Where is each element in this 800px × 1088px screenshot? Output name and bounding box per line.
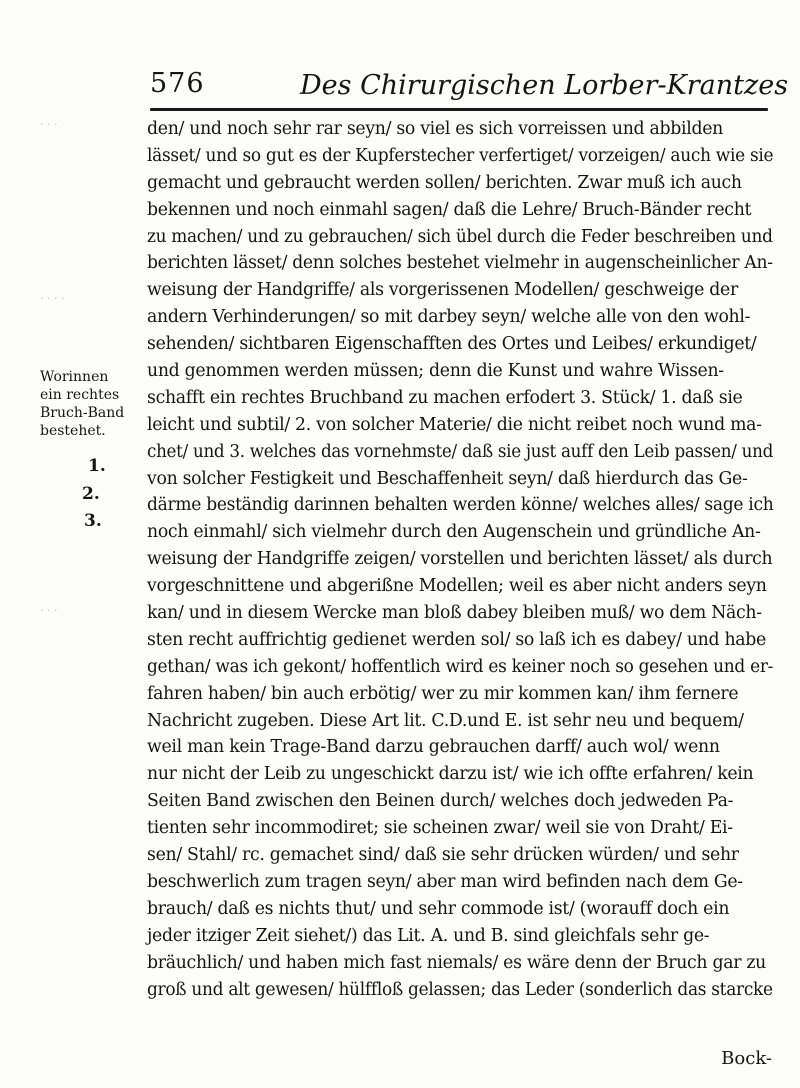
- text-line: sten recht auffrichtig gedienet werden sol/ so laß ich es dabey/ und habe: [147, 629, 766, 650]
- page-number: 576: [150, 68, 205, 99]
- text-line: beschwerlich zum tragen seyn/ aber man wird befinden nach dem Ge-: [147, 871, 743, 892]
- margin-note-line: ein rechtes: [40, 387, 120, 403]
- margin-note-line: bestehet.: [40, 423, 106, 439]
- text-line: Nachricht zugeben. Diese Art lit. C.D.und E. ist sehr neu und bequem/: [147, 710, 744, 731]
- text-line: berichten lässet/ denn solches bestehet vielmehr in augenscheinlicher An-: [147, 253, 773, 274]
- text-line: bräuchlich/ und haben mich fast niemals/ es wäre denn der Bruch gar zu: [147, 952, 767, 973]
- text-line: weil man kein Trage-Band darzu gebrauchen darff/ auch wol/ wenn: [147, 737, 720, 758]
- text-line: bekennen und noch einmahl sagen/ daß die Lehre/ Bruch-Bänder recht: [147, 199, 752, 220]
- text-line: jeder itziger Zeit siehet/) das Lit. A. und B. sind gleichfals sehr ge-: [147, 925, 710, 946]
- page-header: [150, 66, 789, 106]
- margin-number: 2.: [82, 484, 100, 504]
- margin-number: 3.: [84, 511, 102, 531]
- catchword: Bock-: [721, 1048, 772, 1069]
- text-line: weisung der Handgriffe/ als vorgerissenen Modellen/ geschweige der: [147, 280, 738, 301]
- body-text: [147, 116, 777, 1003]
- text-line: gethan/ was ich gekont/ hoffentlich wird es keiner noch so gesehen und er-: [147, 656, 774, 677]
- show-through-mark: · · ·: [40, 118, 58, 131]
- margin-note-line: Bruch-Band: [40, 405, 125, 421]
- text-line: gemacht und gebraucht werden sollen/ berichten. Zwar muß ich auch: [147, 172, 742, 193]
- text-line: vorgeschnittene und abgerißne Modellen; weil es aber nicht anders seyn: [147, 576, 767, 597]
- margin-note-line: Worinnen: [40, 369, 109, 385]
- text-line: sehenden/ sichtbaren Eigenschafften des Ortes und Leibes/ erkundiget/: [147, 334, 757, 355]
- text-line: leicht und subtil/ 2. von solcher Materie/ die nicht reibet noch wund ma-: [147, 414, 762, 435]
- text-line: andern Verhinderungen/ so mit darbey seyn/ welche alle von den wohl-: [147, 307, 751, 328]
- show-through-mark: · · · ·: [40, 292, 65, 305]
- text-line: schafft ein rechtes Bruchband zu machen erfodert 3. Stück/ 1. daß sie: [147, 387, 743, 408]
- text-line: nur nicht der Leib zu ungeschickt darzu ist/ wie ich offte erfahren/ kein: [147, 764, 754, 785]
- text-line: noch einmahl/ sich vielmehr durch den Augenschein und gründliche An-: [147, 522, 761, 543]
- text-line: den/ und noch sehr rar seyn/ so viel es sich vorreissen und abbilden: [147, 119, 724, 139]
- margin-note: [40, 368, 140, 440]
- text-line: und genommen werden müssen; denn die Kunst und wahre Wissen-: [147, 361, 724, 382]
- text-line: weisung der Handgriffe zeigen/ vorstellen und berichten lässet/ als durch: [147, 549, 773, 570]
- text-line: von solcher Festigkeit und Beschaffenheit seyn/ daß hierdurch das Ge-: [147, 468, 748, 489]
- text-line: tienten sehr incommodiret; sie scheinen zwar/ weil sie von Draht/ Ei-: [147, 818, 733, 839]
- text-line: zu machen/ und zu gebrauchen/ sich übel durch die Feder beschreiben und: [147, 226, 773, 247]
- text-line: chet/ und 3. welches das vornehmste/ daß sie just auff den Leib passen/ und: [147, 441, 773, 462]
- margin-number: 1.: [88, 456, 106, 476]
- show-through-mark: · · ·: [40, 604, 58, 617]
- header-rule: [150, 108, 768, 111]
- text-line: därme beständig darinnen behalten werden könne/ welches alles/ sage ich: [147, 495, 774, 516]
- text-line: kan/ und in diesem Wercke man bloß dabey bleiben muß/ wo dem Näch-: [147, 603, 762, 624]
- text-line: brauch/ daß es nichts thut/ und sehr commode ist/ (worauff doch ein: [147, 898, 730, 919]
- running-title: Des Chirurgischen Lorber-Krantzes: [300, 70, 789, 101]
- text-line: Seiten Band zwischen den Beinen durch/ welches doch jedweden Pa-: [147, 791, 734, 812]
- text-line: groß und alt gewesen/ hülffloß gelassen; das Leder (sonderlich das starcke: [147, 979, 773, 1000]
- text-line: sen/ Stahl/ rc. gemachet sind/ daß sie sehr drücken würden/ und sehr: [147, 845, 739, 866]
- text-line: lässet/ und so gut es der Kupferstecher verfertiget/ vorzeigen/ auch wie sie: [147, 145, 774, 166]
- text-line: fahren haben/ bin auch erbötig/ wer zu mir kommen kan/ ihm fernere: [147, 683, 739, 704]
